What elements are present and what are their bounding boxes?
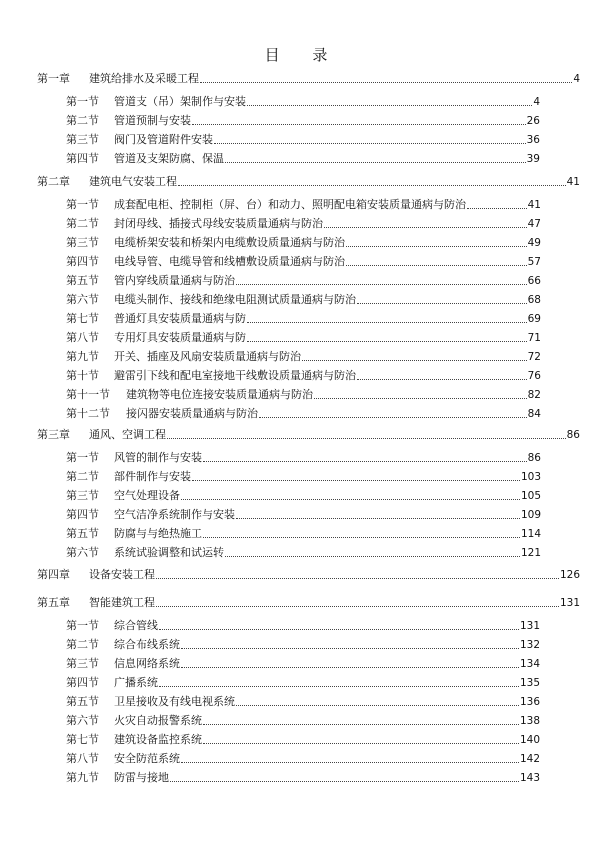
dot-leader xyxy=(314,398,527,399)
dot-leader xyxy=(346,265,527,266)
dot-leader xyxy=(357,303,527,304)
dot-leader xyxy=(181,648,519,649)
toc-section-entry[interactable] xyxy=(66,253,541,269)
toc-chapter-entry-title: 建筑电气安装工程 xyxy=(89,175,177,188)
toc-section-entry-number: 第四节 xyxy=(66,508,99,521)
toc-section-entry-number: 第九节 xyxy=(66,350,99,363)
dot-leader xyxy=(203,461,527,462)
toc-section-entry-page-number: 26 xyxy=(526,115,540,127)
toc-section-entry-page-number: 109 xyxy=(520,509,541,521)
dot-leader xyxy=(200,82,572,83)
toc-section-entry-page-number: 131 xyxy=(519,620,540,632)
toc-section-entry-title: 电缆头制作、接线和绝缘电阻测试质量通病与防治 xyxy=(114,293,356,306)
toc-section-entry-page-number: 57 xyxy=(527,256,541,268)
dot-leader xyxy=(192,124,526,125)
dot-leader xyxy=(467,208,527,209)
toc-section-entry-title: 建筑设备监控系统 xyxy=(114,733,202,746)
toc-section-entry[interactable] xyxy=(66,272,541,288)
toc-section-entry-number: 第九节 xyxy=(66,771,99,784)
dot-leader xyxy=(236,284,527,285)
toc-section-entry-title: 空气洁净系统制作与安装 xyxy=(114,508,235,521)
dot-leader xyxy=(247,322,527,323)
toc-section-entry-page-number: 39 xyxy=(526,153,540,165)
toc-section-entry-page-number: 36 xyxy=(526,134,540,146)
dot-leader xyxy=(156,606,559,607)
toc-section-entry[interactable] xyxy=(66,617,540,633)
toc-section-entry-number: 第五节 xyxy=(66,695,99,708)
toc-section-entry-number: 第六节 xyxy=(66,546,99,559)
dot-leader xyxy=(259,417,527,418)
toc-section-entry[interactable] xyxy=(66,712,540,728)
toc-section-entry-title: 风管的制作与安装 xyxy=(114,451,202,464)
toc-section-entry-page-number: 140 xyxy=(519,734,540,746)
toc-section-entry-number: 第五节 xyxy=(66,274,99,287)
toc-section-entry-title: 普通灯具安装质量通病与防 xyxy=(114,312,246,325)
toc-chapter-entry-title: 通风、空调工程 xyxy=(89,428,166,441)
dot-leader xyxy=(170,781,519,782)
dot-leader xyxy=(357,379,527,380)
toc-chapter-entry-page-number: 131 xyxy=(559,597,580,609)
toc-section-entry[interactable] xyxy=(66,112,540,128)
dot-leader xyxy=(159,629,519,630)
toc-section-entry-title: 空气处理设备 xyxy=(114,489,180,502)
toc-section-entry-page-number: 138 xyxy=(519,715,540,727)
toc-section-entry-page-number: 76 xyxy=(527,370,541,382)
toc-section-entry-title: 综合管线 xyxy=(114,619,158,632)
toc-section-entry-number: 第四节 xyxy=(66,676,99,689)
toc-section-entry-page-number: 121 xyxy=(520,547,541,559)
toc-section-entry-number: 第七节 xyxy=(66,733,99,746)
dot-leader xyxy=(181,667,519,668)
toc-section-entry-number: 第八节 xyxy=(66,752,99,765)
toc-section-entry[interactable] xyxy=(66,731,540,747)
toc-section-entry-title: 开关、插座及风扇安装质量通病与防治 xyxy=(114,350,301,363)
dot-leader xyxy=(192,480,520,481)
toc-section-entry-number: 第三节 xyxy=(66,657,99,670)
toc-section-entry-title: 成套配电柜、控制柜（屏、台）和动力、照明配电箱安装质量通病与防治 xyxy=(114,198,466,211)
toc-section-entry[interactable] xyxy=(66,367,541,383)
toc-section-entry-number: 第一节 xyxy=(66,451,99,464)
dot-leader xyxy=(214,143,526,144)
toc-chapter-entry-page-number: 41 xyxy=(566,176,580,188)
toc-section-entry-number: 第一节 xyxy=(66,198,99,211)
toc-section-entry-number: 第二节 xyxy=(66,470,99,483)
toc-section-entry[interactable] xyxy=(66,674,540,690)
toc-section-entry-number: 第二节 xyxy=(66,638,99,651)
toc-section-entry-page-number: 69 xyxy=(527,313,541,325)
toc-section-entry-page-number: 134 xyxy=(519,658,540,670)
toc-section-entry[interactable] xyxy=(66,215,541,231)
toc-section-entry-page-number: 103 xyxy=(520,471,541,483)
page-title: 目 录 xyxy=(264,46,342,64)
toc-section-entry-page-number: 71 xyxy=(527,332,541,344)
toc-section-entry-page-number: 47 xyxy=(527,218,541,230)
toc-section-entry-page-number: 82 xyxy=(527,389,541,401)
toc-section-entry[interactable] xyxy=(66,655,540,671)
toc-section-entry-title: 综合布线系统 xyxy=(114,638,180,651)
toc-chapter-entry-title: 智能建筑工程 xyxy=(89,596,155,609)
toc-chapter-entry-number: 第四章 xyxy=(37,568,70,581)
toc-section-entry-title: 管道支（吊）架制作与安装 xyxy=(114,95,246,108)
toc-section-entry[interactable] xyxy=(66,449,541,465)
toc-section-entry[interactable] xyxy=(66,348,541,364)
dot-leader xyxy=(203,743,519,744)
toc-chapter-entry-page-number: 126 xyxy=(559,569,580,581)
toc-section-entry-page-number: 132 xyxy=(519,639,540,651)
toc-section-entry-number: 第六节 xyxy=(66,293,99,306)
toc-section-entry[interactable] xyxy=(66,196,541,212)
toc-chapter-entry[interactable] xyxy=(37,70,580,86)
toc-section-entry-number: 第八节 xyxy=(66,331,99,344)
toc-section-entry[interactable] xyxy=(66,544,541,560)
toc-chapter-entry-number: 第二章 xyxy=(37,175,70,188)
toc-chapter-entry[interactable] xyxy=(37,594,580,610)
toc-section-entry-page-number: 143 xyxy=(519,772,540,784)
toc-section-entry-title: 接闪器安装质量通病与防治 xyxy=(126,407,258,420)
toc-section-entry[interactable] xyxy=(66,750,540,766)
dot-leader xyxy=(203,724,519,725)
toc-chapter-entry[interactable] xyxy=(37,566,580,582)
toc-section-entry-title: 管内穿线质量通病与防治 xyxy=(114,274,235,287)
dot-leader xyxy=(247,341,527,342)
toc-section-entry-page-number: 84 xyxy=(527,408,541,420)
toc-section-entry-number: 第十节 xyxy=(66,369,99,382)
toc-section-entry-page-number: 86 xyxy=(527,452,541,464)
toc-section-entry[interactable] xyxy=(66,525,541,541)
dot-leader xyxy=(167,438,566,439)
toc-section-entry-page-number: 49 xyxy=(527,237,541,249)
toc-section-entry[interactable] xyxy=(66,487,541,503)
toc-section-entry[interactable] xyxy=(66,769,540,785)
dot-leader xyxy=(178,185,566,186)
dot-leader xyxy=(156,578,559,579)
toc-section-entry-page-number: 105 xyxy=(520,490,541,502)
toc-section-entry-page-number: 68 xyxy=(527,294,541,306)
dot-leader xyxy=(181,762,519,763)
dot-leader xyxy=(324,227,527,228)
toc-section-entry-number: 第三节 xyxy=(66,489,99,502)
toc-section-entry-page-number: 72 xyxy=(527,351,541,363)
toc-section-entry[interactable] xyxy=(66,405,541,421)
toc-section-entry-title: 安全防范系统 xyxy=(114,752,180,765)
toc-chapter-entry-number: 第三章 xyxy=(37,428,70,441)
toc-section-entry[interactable] xyxy=(66,506,541,522)
toc-section-entry-page-number: 142 xyxy=(519,753,540,765)
toc-section-entry-page-number: 4 xyxy=(533,96,540,108)
dot-leader xyxy=(236,705,519,706)
toc-section-entry-page-number: 135 xyxy=(519,677,540,689)
toc-section-entry-number: 第三节 xyxy=(66,236,99,249)
toc-chapter-entry-title: 建筑给排水及采暖工程 xyxy=(89,72,199,85)
toc-section-entry-number: 第一节 xyxy=(66,619,99,632)
toc-section-entry-page-number: 136 xyxy=(519,696,540,708)
toc-section-entry-title: 阀门及管道附件安装 xyxy=(114,133,213,146)
toc-section-entry-number: 第三节 xyxy=(66,133,99,146)
toc-section-entry-number: 第六节 xyxy=(66,714,99,727)
toc-section-entry-number: 第五节 xyxy=(66,527,99,540)
toc-section-entry-title: 管道预制与安装 xyxy=(114,114,191,127)
toc-chapter-entry[interactable] xyxy=(37,426,580,442)
dot-leader xyxy=(236,518,520,519)
dot-leader xyxy=(302,360,527,361)
toc-section-entry-title: 火灾自动报警系统 xyxy=(114,714,202,727)
toc-section-entry-number: 第四节 xyxy=(66,255,99,268)
toc-section-entry-number: 第十一节 xyxy=(66,388,110,401)
toc-section-entry-title: 卫星接收及有线电视系统 xyxy=(114,695,235,708)
toc-section-entry-title: 防腐与与绝热施工 xyxy=(114,527,202,540)
toc-chapter-entry-number: 第五章 xyxy=(37,596,70,609)
toc-chapter-entry-page-number: 86 xyxy=(566,429,580,441)
toc-chapter-entry[interactable] xyxy=(37,173,580,189)
toc-section-entry[interactable] xyxy=(66,468,541,484)
toc-section-entry-title: 系统试验调整和试运转 xyxy=(114,546,224,559)
toc-section-entry-title: 管道及支架防腐、保温 xyxy=(114,152,224,165)
toc-section-entry-number: 第四节 xyxy=(66,152,99,165)
toc-section-entry[interactable] xyxy=(66,329,541,345)
dot-leader xyxy=(159,686,519,687)
toc-section-entry-title: 封闭母线、插接式母线安装质量通病与防治 xyxy=(114,217,323,230)
toc-chapter-entry-number: 第一章 xyxy=(37,72,70,85)
toc-section-entry-title: 专用灯具安装质量通病与防 xyxy=(114,331,246,344)
toc-section-entry[interactable] xyxy=(66,234,541,250)
toc-chapter-entry-title: 设备安装工程 xyxy=(89,568,155,581)
toc-section-entry[interactable] xyxy=(66,291,541,307)
toc-section-entry-number: 第一节 xyxy=(66,95,99,108)
toc-section-entry-title: 建筑物等电位连接安装质量通病与防治 xyxy=(126,388,313,401)
toc-section-entry-page-number: 41 xyxy=(527,199,541,211)
dot-leader xyxy=(181,499,520,500)
toc-section-entry-title: 电线导管、电缆导管和线槽敷设质量通病与防治 xyxy=(114,255,345,268)
toc-section-entry-title: 电缆桥架安装和桥架内电缆敷设质量通病与防治 xyxy=(114,236,345,249)
toc-section-entry[interactable] xyxy=(66,693,540,709)
toc-section-entry[interactable] xyxy=(66,310,541,326)
toc-section-entry-number: 第十二节 xyxy=(66,407,110,420)
toc-section-entry-title: 防雷与接地 xyxy=(114,771,169,784)
dot-leader xyxy=(225,162,526,163)
toc-section-entry-number: 第二节 xyxy=(66,217,99,230)
toc-section-entry-title: 信息网络系统 xyxy=(114,657,180,670)
toc-section-entry-number: 第七节 xyxy=(66,312,99,325)
dot-leader xyxy=(225,556,520,557)
toc-section-entry-page-number: 114 xyxy=(520,528,541,540)
dot-leader xyxy=(346,246,527,247)
toc-section-entry[interactable] xyxy=(66,636,540,652)
toc-section-entry-title: 部件制作与安装 xyxy=(114,470,191,483)
toc-section-entry-title: 广播系统 xyxy=(114,676,158,689)
toc-section-entry[interactable] xyxy=(66,131,540,147)
dot-leader xyxy=(203,537,520,538)
toc-section-entry-number: 第二节 xyxy=(66,114,99,127)
toc-section-entry-page-number: 66 xyxy=(527,275,541,287)
toc-section-entry[interactable] xyxy=(66,150,540,166)
toc-section-entry-title: 避雷引下线和配电室接地干线敷设质量通病与防治 xyxy=(114,369,356,382)
toc-chapter-entry-page-number: 4 xyxy=(573,73,580,85)
toc-section-entry[interactable] xyxy=(66,93,540,109)
toc-section-entry[interactable] xyxy=(66,386,541,402)
dot-leader xyxy=(247,105,532,106)
